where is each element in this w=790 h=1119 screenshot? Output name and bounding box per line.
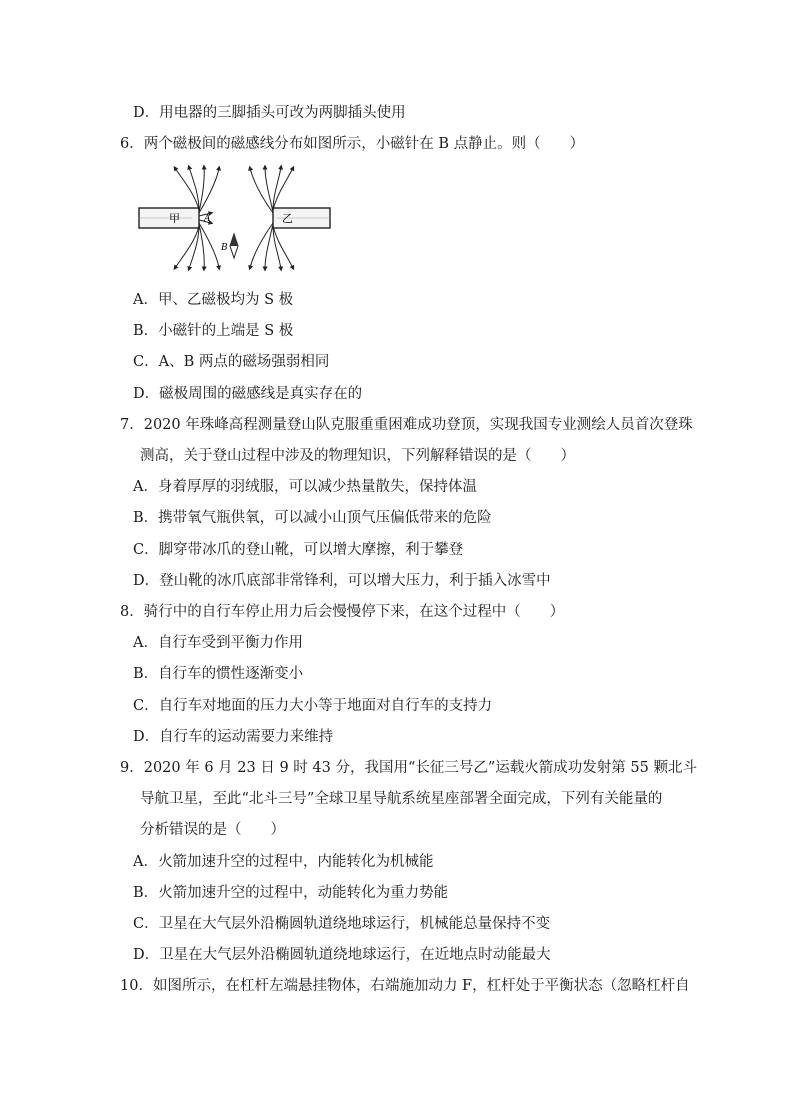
q8-option-d: D．自行车的运动需要力来维持 bbox=[133, 729, 334, 745]
point-a-label: A bbox=[204, 214, 211, 224]
q6-option-b: B．小磁针的上端是 S 极 bbox=[133, 323, 294, 339]
q9-option-a: A．火箭加速升空的过程中，内能转化为机械能 bbox=[133, 854, 434, 870]
q9-option-d: D．卫星在大气层外沿椭圆轨道绕地球运行，在近地点时动能最大 bbox=[133, 947, 551, 963]
q8-option-a: A．自行车受到平衡力作用 bbox=[133, 635, 303, 651]
q6-option-d: D．磁极周围的磁感线是真实存在的 bbox=[133, 386, 363, 402]
magnetic-field-figure bbox=[137, 164, 332, 274]
q7-option-c: C．脚穿带冰爪的登山靴，可以增大摩擦，利于攀登 bbox=[133, 542, 464, 558]
q6-option-a: A．甲、乙磁极均为 S 极 bbox=[133, 292, 294, 308]
q7-option-d: D．登山靴的冰爪底部非常锋利，可以增大压力，利于插入冰雪中 bbox=[133, 573, 551, 589]
q6-stem: 6．两个磁极间的磁感线分布如图所示，小磁针在 B 点静止。则（ ） bbox=[120, 136, 585, 152]
q7-stem-line2: 测高，关于登山过程中涉及的物理知识，下列解释错误的是（ ） bbox=[140, 448, 575, 464]
q9-option-b: B．火箭加速升空的过程中，动能转化为重力势能 bbox=[133, 885, 449, 901]
q5-option-d: D．用电器的三脚插头可改为两脚插头使用 bbox=[133, 105, 406, 121]
magnet-jia bbox=[139, 208, 199, 228]
q9-stem-line1: 9．2020 年 6 月 23 日 9 时 43 分，我国用“长征三号乙”运载火箭成功发射第 55 颗北斗 bbox=[120, 760, 697, 776]
compass-needle bbox=[230, 234, 238, 258]
q9-stem-line3: 分析错误的是（ ） bbox=[140, 822, 285, 838]
q7-option-b: B．携带氧气瓶供氧，可以减小山顶气压偏低带来的危险 bbox=[133, 510, 492, 526]
magnet-yi bbox=[273, 208, 330, 228]
q7-option-a: A．身着厚厚的羽绒服，可以减少热量散失，保持体温 bbox=[133, 479, 477, 495]
q7-stem-line1: 7．2020 年珠峰高程测量登山队克服重重困难成功登顶，实现我国专业测绘人员首次登珠 bbox=[120, 417, 693, 433]
q8-option-b: B．自行车的惯性逐渐变小 bbox=[133, 666, 304, 682]
q6-option-c: C．A、B 两点的磁场强弱相同 bbox=[133, 354, 330, 370]
q9-stem-line2: 导航卫星，至此“北斗三号”全球卫星导航系统星座部署全面完成，下列有关能量的 bbox=[140, 791, 663, 807]
q8-stem: 8．骑行中的自行车停止用力后会慢慢停下来，在这个过程中（ ） bbox=[120, 604, 565, 620]
magnet-yi-label: 乙 bbox=[282, 212, 293, 225]
point-b-label: B bbox=[221, 243, 228, 253]
q10-stem: 10．如图所示，在杠杆左端悬挂物体，右端施加动力 F，杠杆处于平衡状态（忽略杠杆自 bbox=[120, 978, 690, 994]
q9-option-c: C．卫星在大气层外沿椭圆轨道绕地球运行，机械能总量保持不变 bbox=[133, 916, 551, 932]
magnet-jia-label: 甲 bbox=[169, 212, 180, 225]
q8-option-c: C．自行车对地面的压力大小等于地面对自行车的支持力 bbox=[133, 698, 493, 714]
